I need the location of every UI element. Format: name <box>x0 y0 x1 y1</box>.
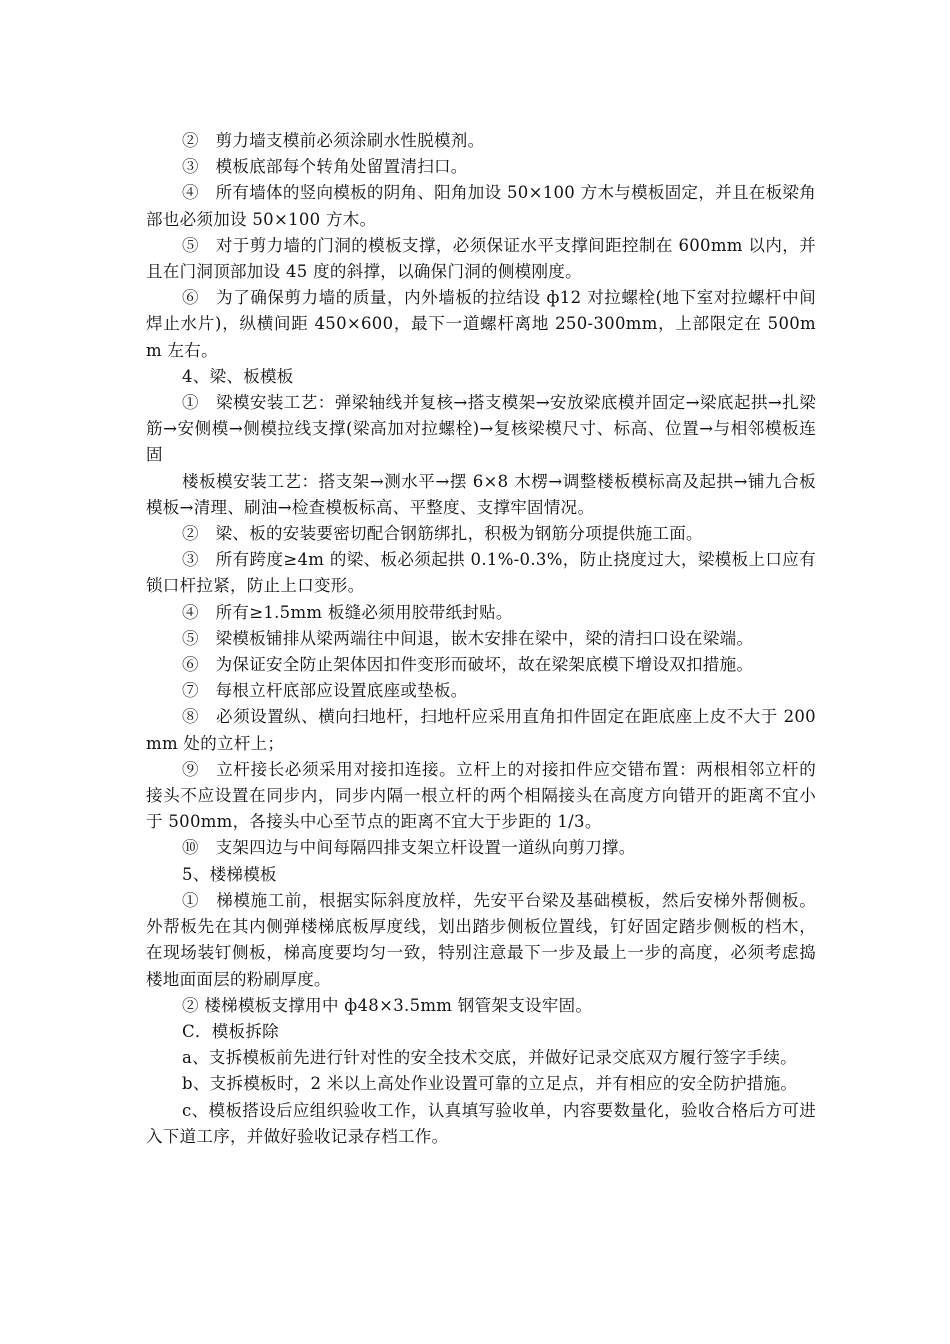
paragraph: ③ 模板底部每个转角处留置清扫口。 <box>182 157 468 177</box>
paragraph: ⑤ 对于剪力墙的门洞的模板支撑，必须保证水平支撑间距控制在 600mm 以内，并且在门洞顶部加设 45 度的斜撑，以确保门洞的侧模刚度。 <box>146 235 816 282</box>
paragraph: ⑧ 必须设置纵、横向扫地杆，扫地杆应采用直角扣件固定在距底座上皮不大于 200mm 处的立杆上； <box>146 707 816 753</box>
paragraph: ④ 所有≥1.5mm 板缝必须用胶带纸封贴。 <box>182 602 513 622</box>
paragraph: ⑥ 为了确保剪力墙的质量，内外墙板的拉结设 ф12 对拉螺栓(地下室对拉螺杆中间焊止水片)，纵横间距 450×600，最下一道螺杆离地 250-300mm，上部限定在 500mm 左右。 <box>146 288 816 360</box>
paragraph: c、模板搭设后应组织验收工作，认真填写验收单，内容要数量化，验收合格后方可进入下道工序，并做好验收记录存档工作。 <box>146 1100 816 1146</box>
paragraph: ⑤ 梁模板铺排从梁两端往中间退，嵌木安排在梁中，梁的清扫口设在梁端。 <box>182 628 754 648</box>
paragraph: ① 梯模施工前，根据实际斜度放样，先安平台梁及基础模板，然后安梯外帮侧板。外帮板先在其内侧弹楼梯底板厚度线，划出踏步侧板位置线，钉好固定踏步侧板的档木，在现场装钉侧板，梯高度要均匀一致，特别注意最下一步及最上一步的高度，必须考虑捣楼地面面层的粉刷厚度。 <box>146 890 816 989</box>
paragraph: ⑩ 支架四边与中间每隔四排支架立杆设置一道纵向剪刀撑。 <box>182 838 636 858</box>
paragraph: ⑦ 每根立杆底部应设置底座或垫板。 <box>182 681 468 701</box>
section-heading: 5、楼梯模板 <box>182 864 277 884</box>
paragraph: b、支拆模板时，2 米以上高处作业设置可靠的立足点，并有相应的安全防护措施。 <box>182 1074 798 1094</box>
paragraph: ② 楼梯模板支撑用中 ф48×3.5mm 钢管架支设牢固。 <box>182 995 593 1015</box>
paragraph: ④ 所有墙体的竖向模板的阴角、阳角加设 50×100 方木与模板固定，并且在板梁角部也必须加设 50×100 方木。 <box>146 183 816 229</box>
paragraph: ② 梁、板的安装要密切配合钢筋绑扎，积极为钢筋分项提供施工面。 <box>182 524 703 544</box>
paragraph: ② 剪力墙支模前必须涂刷水性脱模剂。 <box>182 131 485 150</box>
document-body <box>146 128 816 1150</box>
section-heading: 4、梁、板模板 <box>182 366 294 386</box>
section-heading: C．模板拆除 <box>182 1021 279 1041</box>
paragraph: ⑥ 为保证安全防止架体因扣件变形而破坏，故在梁架底模下增设双扣措施。 <box>182 655 754 675</box>
paragraph: 楼板模安装工艺：搭支架→测水平→摆 6×8 木楞→调整楼板模标高及起拱→铺九合板模板→清理、刷油→检查模板标高、平整度、支撑牢固情况。 <box>146 471 816 517</box>
paragraph: ① 梁模安装工艺：弹梁轴线并复核→搭支模架→安放梁底模并固定→梁底起拱→扎梁筋→安侧模→侧模拉线支撑(梁高加对拉螺栓)→复核梁模尺寸、标高、位置→与相邻模板连固 <box>146 393 816 465</box>
paragraph: a、支拆模板前先进行针对性的安全技术交底，并做好记录交底双方履行签字手续。 <box>182 1048 797 1068</box>
paragraph: ⑨ 立杆接长必须采用对接扣连接。立杆上的对接扣件应交错布置：两根相邻立杆的接头不应设置在同步内，同步内隔一根立杆的两个相隔接头在高度方向错开的距离不宜小于 500mm，各接头中心至节点的距离不宜大于步距的 1/3。 <box>146 759 816 832</box>
paragraph: ③ 所有跨度≥4m 的梁、板必须起拱 0.1%-0.3%，防止挠度过大，梁模板上口应有锁口杆拉紧，防止上口变形。 <box>146 550 816 596</box>
